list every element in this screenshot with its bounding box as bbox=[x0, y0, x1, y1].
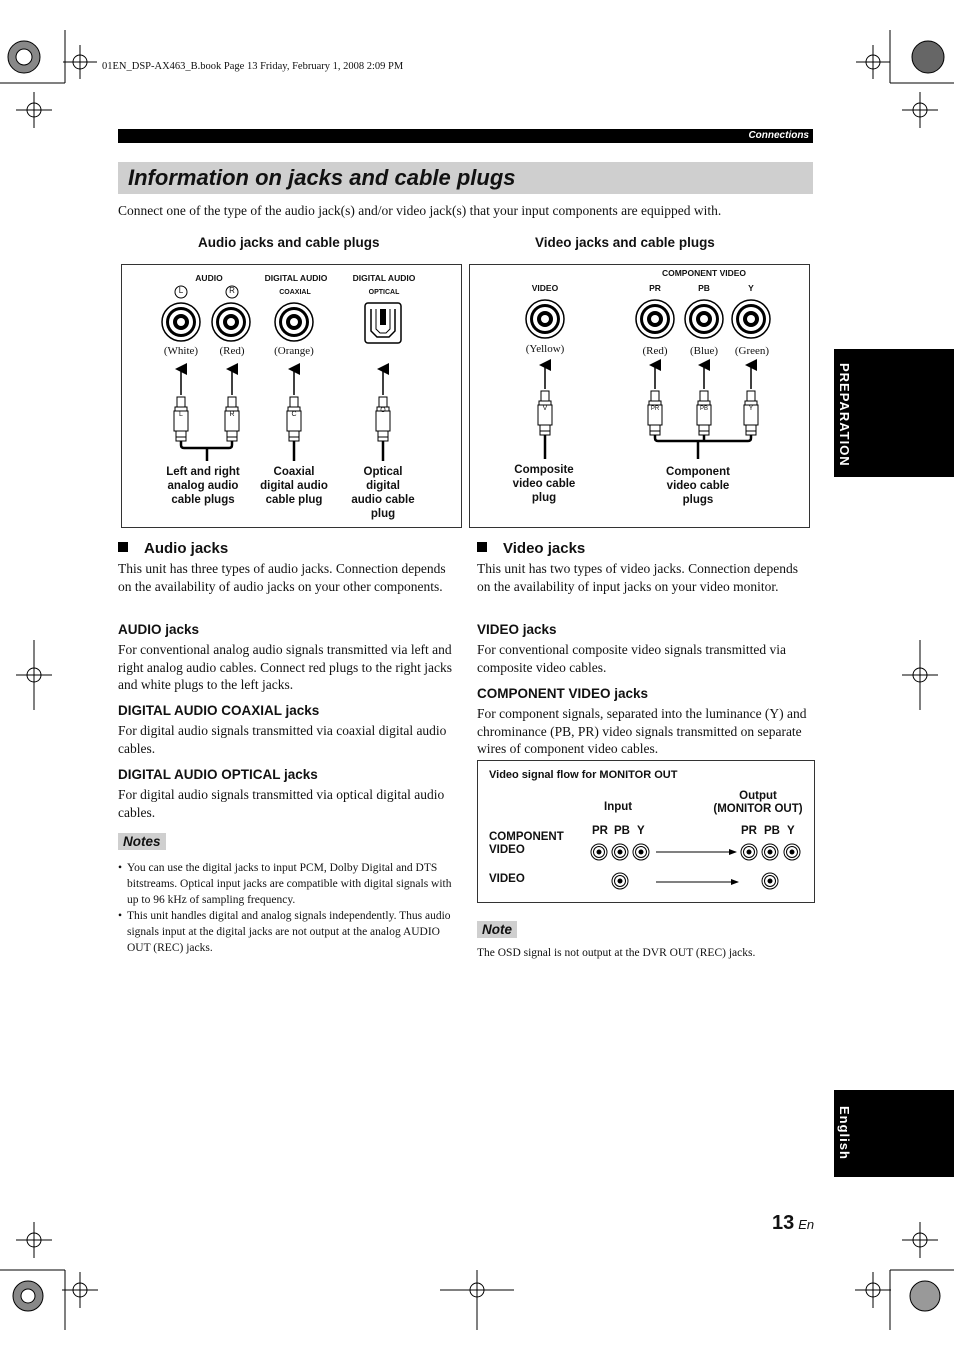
plug-v-letter: V bbox=[542, 405, 548, 412]
side-tab-english bbox=[834, 1090, 954, 1177]
plug-c-letter: C bbox=[291, 411, 297, 418]
side-tab-preparation-text: PREPARATION bbox=[837, 363, 852, 467]
color-green-y: (Green) bbox=[734, 345, 770, 357]
color-red-pr: (Red) bbox=[642, 345, 668, 357]
flow-in-pr: PR bbox=[592, 825, 608, 837]
flow-in-pb: PB bbox=[614, 825, 630, 837]
plug-y-letter: Y bbox=[748, 405, 754, 412]
audio-diagram-caption: Audio jacks and cable plugs bbox=[198, 235, 380, 250]
flow-row-video: VIDEO bbox=[489, 873, 525, 885]
analog-left-plug bbox=[174, 397, 188, 441]
flow-in-y: Y bbox=[637, 825, 645, 837]
flow-output-label: Output bbox=[739, 790, 777, 802]
optical-jacks-body: For digital audio signals transmitted via optical digital audio cables. bbox=[118, 787, 445, 820]
video-jacks-heading bbox=[477, 540, 585, 557]
audio-right-jack bbox=[212, 303, 250, 341]
label-pr: PR bbox=[649, 283, 661, 293]
note-item: • This unit handles digital and analog signals independently. Thus audio signals input at the digital jacks are not output at the analog AUDIO OUT (REC) jacks. bbox=[127, 908, 463, 956]
page-number bbox=[772, 1212, 814, 1235]
coaxial-jacks-subheading: DIGITAL AUDIO COAXIAL jacks bbox=[118, 703, 320, 718]
component-pr-plug bbox=[648, 391, 662, 435]
video-diagram-caption: Video jacks and cable plugs bbox=[535, 235, 715, 250]
caption-coaxial-plug: Coaxial digital audio cable plug bbox=[260, 466, 328, 506]
color-blue-pb: (Blue) bbox=[689, 345, 719, 357]
label-digital-audio-optical: DIGITAL AUDIO bbox=[352, 273, 416, 283]
optical-plug bbox=[376, 397, 390, 441]
label-digital-audio-coaxial: DIGITAL AUDIO bbox=[264, 273, 328, 283]
flow-out-pb: PB bbox=[764, 825, 780, 837]
component-pr-jack bbox=[636, 300, 674, 338]
color-yellow: (Yellow) bbox=[525, 343, 565, 355]
notes-tag: Notes bbox=[118, 833, 166, 850]
plug-pr-letter: PR bbox=[650, 406, 660, 412]
component-jacks-body: For component signals, separated into the luminance (Y) and chrominance (PB, PR) video signals transmitted on separate wires of component video cables. bbox=[477, 706, 807, 756]
video-diagram bbox=[469, 264, 810, 528]
label-pb: PB bbox=[698, 283, 710, 293]
label-y: Y bbox=[748, 283, 754, 293]
title-band bbox=[118, 162, 813, 194]
plug-l-letter: L bbox=[179, 411, 183, 418]
component-y-jack bbox=[732, 300, 770, 338]
plug-pb-letter: PB bbox=[699, 406, 708, 412]
audio-jacks-heading bbox=[118, 540, 228, 557]
coaxial-jack bbox=[275, 303, 313, 341]
color-orange: (Orange) bbox=[274, 345, 314, 357]
flow-art bbox=[478, 761, 814, 902]
composite-video-plug bbox=[538, 391, 552, 435]
video-jacks-body: This unit has two types of video jacks. Connection depends on the availability of input jacks on your video monitor. bbox=[477, 561, 798, 594]
label-coaxial: COAXIAL bbox=[279, 289, 311, 296]
jack-r-letter: R bbox=[229, 286, 235, 295]
audio-left-jack bbox=[162, 303, 200, 341]
plug-r-letter: R bbox=[229, 411, 235, 418]
caption-analog-plugs: Left and right analog audio cable plugs bbox=[166, 466, 240, 506]
caption-composite-plug: Composite video cable plug bbox=[512, 464, 576, 504]
caption-optical-plug: Optical digital audio cable plug bbox=[351, 466, 415, 520]
audio-jacks-heading-text: Audio jacks bbox=[144, 540, 229, 557]
monitor-out-flow-diagram bbox=[477, 760, 815, 903]
caption-component-plugs: Component video cable plugs bbox=[666, 466, 730, 506]
label-video: VIDEO bbox=[531, 283, 559, 293]
flow-out-y: Y bbox=[787, 825, 795, 837]
side-tab-english-text: English bbox=[837, 1106, 852, 1160]
book-header-info: 01EN_DSP-AX463_B.book Page 13 Friday, February 1, 2008 2:09 PM bbox=[102, 61, 404, 72]
page-title: Information on jacks and cable plugs bbox=[128, 165, 516, 190]
label-optical: OPTICAL bbox=[368, 289, 400, 296]
intro-text: Connect one of the type of the audio jack(s) and/or video jack(s) that your input components are equipped with. bbox=[118, 203, 722, 218]
page-number-suffix: En bbox=[798, 1217, 815, 1232]
flow-title: Video signal flow for MONITOR OUT bbox=[489, 769, 678, 781]
component-pb-plug bbox=[697, 391, 711, 435]
flow-output-sub: (MONITOR OUT) bbox=[713, 803, 803, 815]
optical-jacks-subheading: DIGITAL AUDIO OPTICAL jacks bbox=[118, 767, 318, 782]
component-y-plug bbox=[744, 391, 758, 435]
composite-video-jack bbox=[526, 300, 564, 338]
audio-jacks-body: This unit has three types of audio jacks. Connection depends on the availability of audio jacks on your other components. bbox=[118, 561, 446, 594]
audio-jacks-sub-body: For conventional analog audio signals transmitted via left and right analog audio cables. Connect red plugs to the right jacks and white plugs to the left jacks. bbox=[118, 642, 453, 692]
optical-jack bbox=[365, 303, 401, 343]
section-label: Connections bbox=[748, 130, 809, 141]
audio-jacks-subheading: AUDIO jacks bbox=[118, 622, 200, 637]
flow-row-component: COMPONENT VIDEO bbox=[489, 831, 564, 856]
video-jacks-subheading: VIDEO jacks bbox=[477, 622, 557, 637]
square-bullet-icon bbox=[118, 542, 128, 552]
color-red: (Red) bbox=[219, 345, 245, 357]
side-tab-preparation bbox=[834, 349, 954, 477]
page-number-value: 13 bbox=[772, 1212, 795, 1234]
component-pb-jack bbox=[685, 300, 723, 338]
flow-out-pr: PR bbox=[741, 825, 757, 837]
color-white: (White) bbox=[163, 345, 199, 357]
component-jacks-subheading: COMPONENT VIDEO jacks bbox=[477, 686, 649, 701]
note-tag: Note bbox=[477, 921, 517, 938]
video-jacks-heading-text: Video jacks bbox=[503, 540, 586, 557]
label-audio: AUDIO bbox=[195, 273, 223, 283]
coaxial-plug bbox=[287, 397, 301, 441]
flow-input-label: Input bbox=[604, 801, 633, 813]
osd-note: The OSD signal is not output at the DVR OUT (REC) jacks. bbox=[477, 947, 756, 959]
audio-diagram bbox=[121, 264, 462, 528]
plug-o-letter: O bbox=[380, 407, 386, 414]
square-bullet-icon bbox=[477, 542, 487, 552]
jack-l-letter: L bbox=[178, 286, 184, 295]
coaxial-jacks-body: For digital audio signals transmitted via coaxial digital audio cables. bbox=[118, 723, 447, 756]
analog-right-plug bbox=[225, 397, 239, 441]
notes-list bbox=[118, 860, 463, 956]
section-bar bbox=[118, 129, 813, 143]
video-jacks-sub-body: For conventional composite video signals transmitted via composite video cables. bbox=[477, 642, 786, 675]
label-component-video: COMPONENT VIDEO bbox=[661, 268, 747, 278]
note-item: • You can use the digital jacks to input PCM, Dolby Digital and DTS bitstreams. Optical input jacks are compatible with digital signals with up to 96 kHz of sampling frequency. bbox=[127, 860, 463, 908]
